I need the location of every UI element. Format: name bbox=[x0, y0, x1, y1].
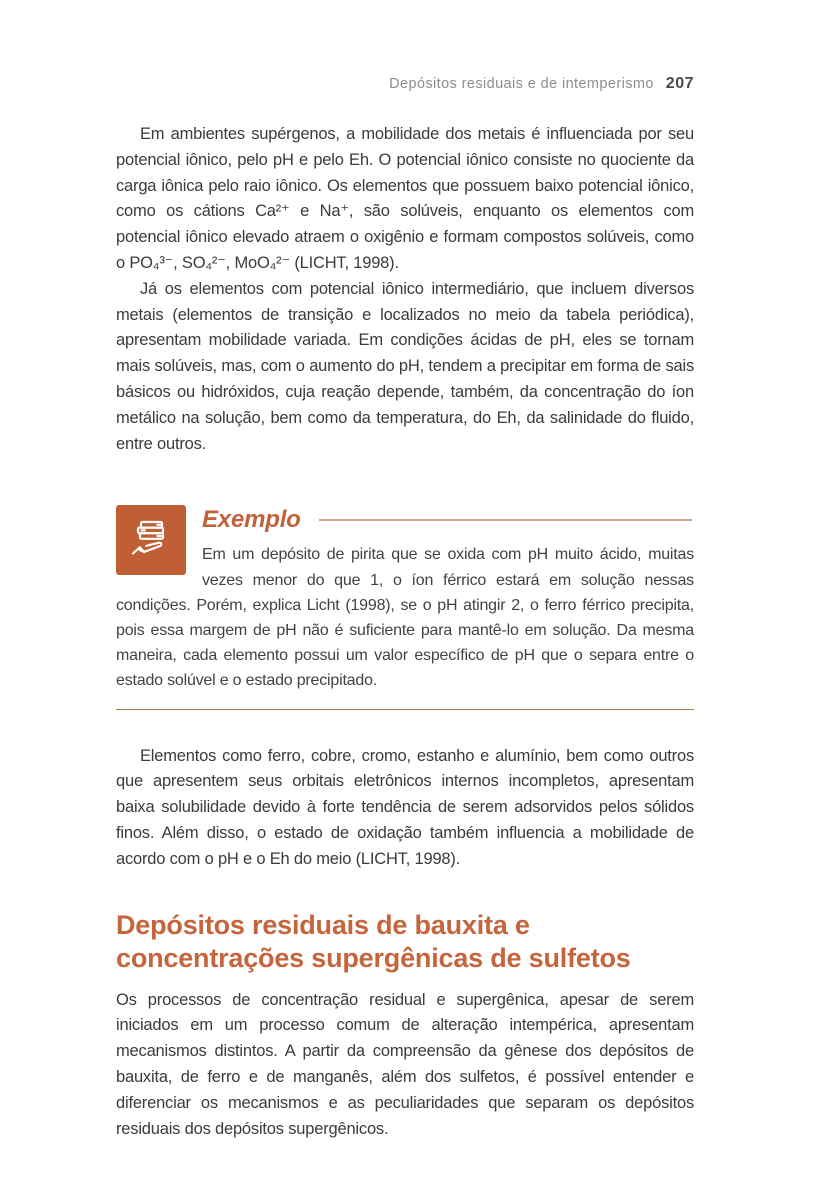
section-heading-line1: Depósitos residuais de bauxita e bbox=[116, 909, 530, 940]
example-title: Exemplo bbox=[202, 506, 301, 534]
example-title-row bbox=[202, 505, 694, 535]
paragraph-element-solubility: Elementos como ferro, cobre, cromo, estanho e alumínio, bem como outros que apresentem seus orbitais eletrônicos internos incompletos, apresentam baixa solubilidade devido à forte tendência de serem adsorvidos pelos sólidos finos. Além disso, o estado de oxidação também influencia a mobilidade de acordo com o pH e o Eh do meio (LICHT, 1998). bbox=[116, 746, 694, 868]
section-heading bbox=[116, 909, 694, 975]
paragraph-residual-vs-supergene: Os processos de concentração residual e supergênica, apesar de serem iniciados em um processo comum de alteração intempérica, apresentam mecanismos distintos. A partir da compreensão da gênese dos depósitos de bauxita, de ferro e de manganês, além dos sulfetos, é possível entender e diferenciar os mecanismos e as peculiaridades que separam os depósitos residuais dos depósitos supergênicos. bbox=[116, 990, 694, 1138]
running-head-title: Depósitos residuais e de intemperismo bbox=[389, 76, 654, 92]
section-heading-line2: concentrações supergênicas de sulfetos bbox=[116, 942, 631, 973]
paragraph-supergene-mobility: Em ambientes supérgenos, a mobilidade dos metais é influenciada por seu potencial iônico, pelo pH e pelo Eh. O potencial iônico consiste no quociente da carga iônica pelo raio iônico. Os elementos que possuem baixo potencial iônico, como os cátions Ca²⁺ e Na⁺, são solúveis, enquanto os elementos com potencial iônico elevado atraem o oxigênio e formam compostos solúveis, como o PO₄³⁻, SO₄²⁻, MoO₄²⁻ (LICHT, 1998). bbox=[116, 125, 694, 272]
example-text: Em um depósito de pirita que se oxida com pH muito ácido, muitas vezes menor do que 1, o íon férrico estará em solução nessas condições. Porém, explica Licht (1998), se o pH atingir 2, o ferro férrico precipita, pois essa margem de pH não é suficiente para mantê-lo em solução. Da mesma maneira, cada elemento possui um valor específico de pH que o separa entre o estado solúvel e o estado precipitado. bbox=[116, 546, 694, 690]
hand-holding-books-icon bbox=[116, 505, 186, 575]
page-header bbox=[116, 75, 694, 93]
example-box bbox=[116, 505, 694, 709]
example-bottom-divider bbox=[116, 709, 694, 710]
page-content bbox=[116, 122, 694, 1142]
paragraph-intermediate-potential: Já os elementos com potencial iônico intermediário, que incluem diversos metais (elementos de transição e localizados no meio da tabela periódica), apresentam mobilidade variada. Em condições ácidas de pH, eles se tornam mais solúveis, mas, com o aumento do pH, tendem a precipitar em forma de sais básicos ou hidróxidos, cuja reação depende, também, da concentração do íon metálico na solução, bem como da temperatura, do Eh, da salinidade do fluido, entre outros. bbox=[116, 279, 694, 453]
example-title-rule bbox=[319, 519, 692, 521]
page-number: 207 bbox=[665, 75, 694, 92]
